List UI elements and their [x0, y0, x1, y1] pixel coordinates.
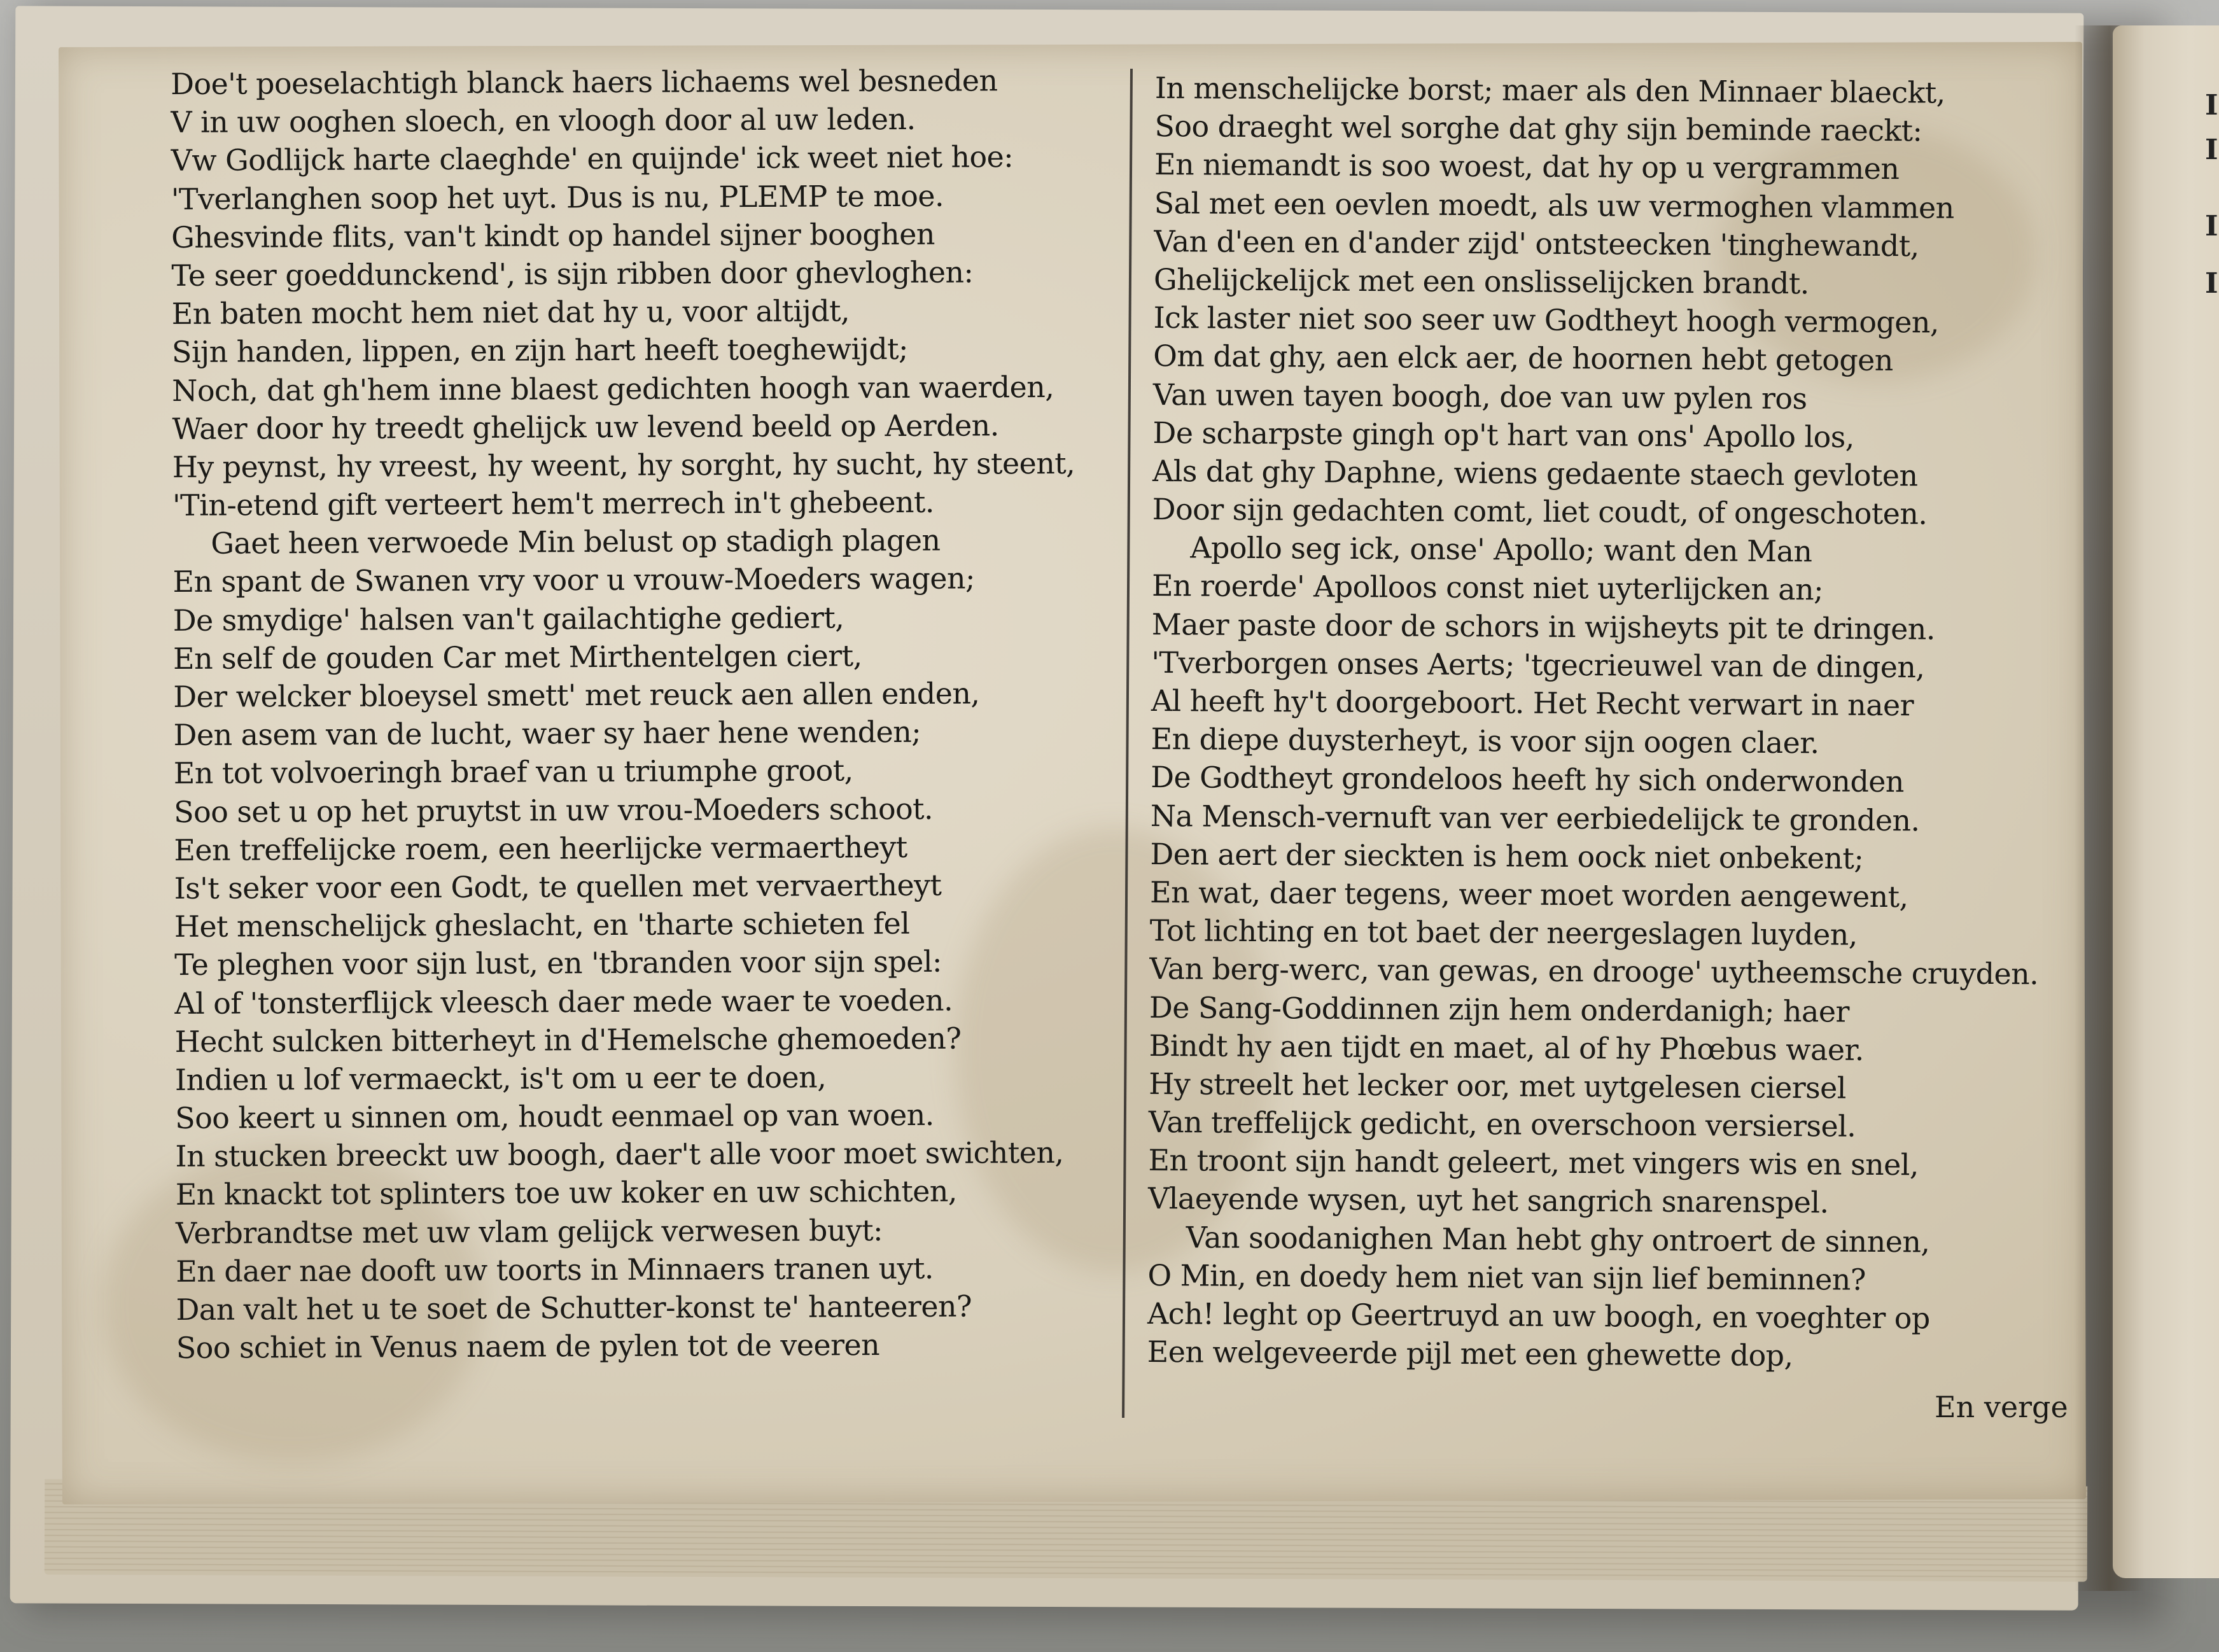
- verse-line: Noch, dat gh'hem inne blaest gedichten hoogh van waerden,: [172, 369, 1054, 408]
- verse-line: In stucken breeckt uw boogh, daer't alle voor moet swichten,: [175, 1135, 1064, 1174]
- verse-line: Hy peynst, hy vreest, hy weent, hy sorght, hy sucht, hy steent,: [172, 445, 1075, 484]
- verse-line: En wat, daer tegens, weer moet worden aengewent,: [1149, 874, 1908, 914]
- verse-line: Ghesvinde flits, van't kindt op handel sijner booghen: [171, 216, 935, 255]
- verse-line: Dan valt het u te soet de Schutter-konst te' hanteeren?: [176, 1289, 972, 1327]
- verse-line: Den aert der sieckten is hem oock niet onbekent;: [1150, 836, 1864, 876]
- verse-line: Den asem van de lucht, waer sy haer hene wenden;: [173, 715, 921, 753]
- verse-line: Gaet heen verwoede Min belust op stadigh plagen: [211, 522, 941, 561]
- verse-line: Na Mensch-vernuft van ver eerbiedelijck te gronden.: [1150, 798, 1920, 837]
- verse-line: Hy streelt het lecker oor, met uytgelesen ciersel: [1149, 1066, 1846, 1105]
- verse-line: En knackt tot splinters toe uw koker en uw schichten,: [175, 1174, 957, 1212]
- edge-letter: I: [2205, 134, 2218, 166]
- edge-letter: I: [2205, 89, 2218, 122]
- verse-line: De scharpste gingh op't hart van ons' Apollo los,: [1152, 415, 1854, 454]
- edge-letter: I: [2205, 210, 2218, 242]
- verse-line: Sijn handen, lippen, en zijn hart heeft toeghewijdt;: [171, 332, 908, 370]
- verse-line: 'Tverlanghen soop het uyt. Dus is nu, PLEMP te moe.: [171, 178, 944, 216]
- verse-line: O Min, en doedy hem niet van sijn lief beminnen?: [1147, 1257, 1866, 1297]
- verse-line: Het menschelijck gheslacht, en 'tharte schieten fel: [174, 906, 910, 944]
- verse-line: En niemandt is soo woest, dat hy op u vergrammen: [1154, 147, 1900, 186]
- left-text-column: [171, 61, 1079, 1368]
- verse-line: En troont sijn handt geleert, met vingers wis en snel,: [1148, 1143, 1919, 1182]
- verse-line: Een treffelijcke roem, een heerlijcke vermaertheyt: [174, 829, 907, 867]
- verse-line: Maer paste door de schors in wijsheyts pit te dringen.: [1151, 606, 1935, 647]
- verse-line: Apollo seg ick, onse' Apollo; want den Man: [1190, 530, 1812, 569]
- verse-line: Van soodanighen Man hebt ghy ontroert de sinnen,: [1186, 1219, 1930, 1259]
- edge-letter: I: [2205, 267, 2218, 300]
- verse-line: Ach! leght op Geertruyd an uw boogh, en voeghter op: [1147, 1296, 1930, 1336]
- verse-line: Der welcker bloeysel smett' met reuck aen allen enden,: [173, 676, 980, 714]
- verse-line: Vlaeyende wysen, uyt het sangrich snarenspel.: [1147, 1181, 1829, 1220]
- verse-line: Als dat ghy Daphne, wiens gedaente staech gevloten: [1152, 453, 1918, 493]
- verse-line: 'Tin-etend gift verteert hem't merrech in't ghebeent.: [172, 484, 934, 523]
- verse-line: Doe't poeselachtigh blanck haers lichaems wel besneden: [171, 63, 998, 101]
- verse-line: Van berg-werc, van gewas, en drooge' uytheemsche cruyden.: [1149, 951, 2039, 991]
- verse-line: Soo draeght wel sorghe dat ghy sijn beminde raeckt:: [1154, 109, 1922, 148]
- verse-line: V in uw ooghen sloech, en vloogh door al uw leden.: [171, 102, 916, 140]
- verse-line: De Godtheyt grondeloos heeft hy sich onderwonden: [1151, 760, 1905, 799]
- verse-line: Bindt hy aen tijdt en maet, al of hy Phœbus waer.: [1149, 1028, 1864, 1067]
- verse-line: En daer nae dooft uw toorts in Minnaers tranen uyt.: [176, 1250, 934, 1289]
- verse-line: Van uwen tayen boogh, doe van uw pylen ros: [1152, 377, 1807, 416]
- right-text-column: [1147, 69, 2043, 1376]
- verse-line: Al heeft hy't doorgeboort. Het Recht verwart in naer: [1151, 683, 1914, 723]
- verse-line: En tot volvoeringh braef van u triumphe groot,: [173, 753, 853, 791]
- verse-line: Al of 'tonsterflijck vleesch daer mede waer te voeden.: [174, 983, 953, 1021]
- verse-line: En spant de Swanen vry voor u vrouw-Moeders wagen;: [172, 561, 975, 599]
- verse-line: Van d'een en d'ander zijd' ontsteecken 'tinghewandt,: [1154, 223, 1919, 263]
- verse-line: De Sang-Goddinnen zijn hem onderdanigh; haer: [1149, 990, 1849, 1029]
- verse-line: Vw Godlijck harte claeghde' en quijnde' ick weet niet hoe:: [171, 139, 1014, 178]
- verse-line: Sal met een oevlen moedt, als uw vermoghen vlammen: [1154, 185, 1954, 225]
- verse-line: De smydige' halsen van't gailachtighe gediert,: [172, 600, 844, 638]
- right-page-edge: [2113, 25, 2219, 1578]
- verse-line: En diepe duysterheyt, is voor sijn oogen claer.: [1151, 722, 1819, 760]
- catchword: En verge: [1935, 1390, 2068, 1424]
- verse-line: 'Tverborgen onses Aerts; 'tgecrieuwel van de dingen,: [1151, 645, 1925, 685]
- verse-line: Is't seker voor een Godt, te quellen met vervaertheyt: [174, 867, 942, 906]
- verse-line: Te pleghen voor sijn lust, en 'tbranden voor sijn spel:: [174, 944, 942, 983]
- verse-line: Door sijn gedachten comt, liet coudt, of ongeschoten.: [1152, 492, 1928, 531]
- verse-line: Soo keert u sinnen om, houdt eenmael op van woen.: [175, 1097, 934, 1136]
- verse-line: Indien u lof vermaeckt, is't om u eer te doen,: [174, 1060, 827, 1097]
- verse-line: Verbrandtse met uw vlam gelijck verwesen buyt:: [175, 1212, 883, 1250]
- verse-line: En roerde' Apolloos const niet uyterlijcken an;: [1151, 568, 1824, 607]
- verse-line: Te seer goeddunckend', is sijn ribben door ghevloghen:: [171, 255, 974, 293]
- verse-line: Ick laster niet soo seer uw Godtheyt hoogh vermogen,: [1153, 300, 1940, 340]
- verse-line: Hecht sulcken bitterheyt in d'Hemelsche ghemoeden?: [174, 1021, 962, 1059]
- verse-line: Ghelijckelijck met een onslisselijcken brandt.: [1153, 262, 1809, 301]
- verse-line: Om dat ghy, aen elck aer, de hoornen hebt getogen: [1153, 339, 1893, 378]
- verse-line: En baten mocht hem niet dat hy u, voor altijdt,: [171, 293, 850, 332]
- verse-line: Een welgeveerde pijl met een ghewette dop,: [1147, 1334, 1793, 1373]
- verse-line: Tot lichting en tot baet der neergeslagen luyden,: [1149, 913, 1858, 952]
- verse-line: Waer door hy treedt ghelijck uw levend beeld op Aerden.: [172, 408, 999, 446]
- verse-line: In menschelijcke borst; maer als den Minnaer blaeckt,: [1154, 70, 1945, 110]
- verse-line: Soo set u op het pruytst in uw vrou-Moeders schoot.: [174, 791, 934, 829]
- verse-line: Soo schiet in Venus naem de pylen tot de veeren: [176, 1327, 880, 1366]
- verse-line: En self de gouden Car met Mirthentelgen ciert,: [172, 638, 862, 676]
- verse-line: Van treffelijck gedicht, en overschoon versiersel.: [1148, 1105, 1856, 1144]
